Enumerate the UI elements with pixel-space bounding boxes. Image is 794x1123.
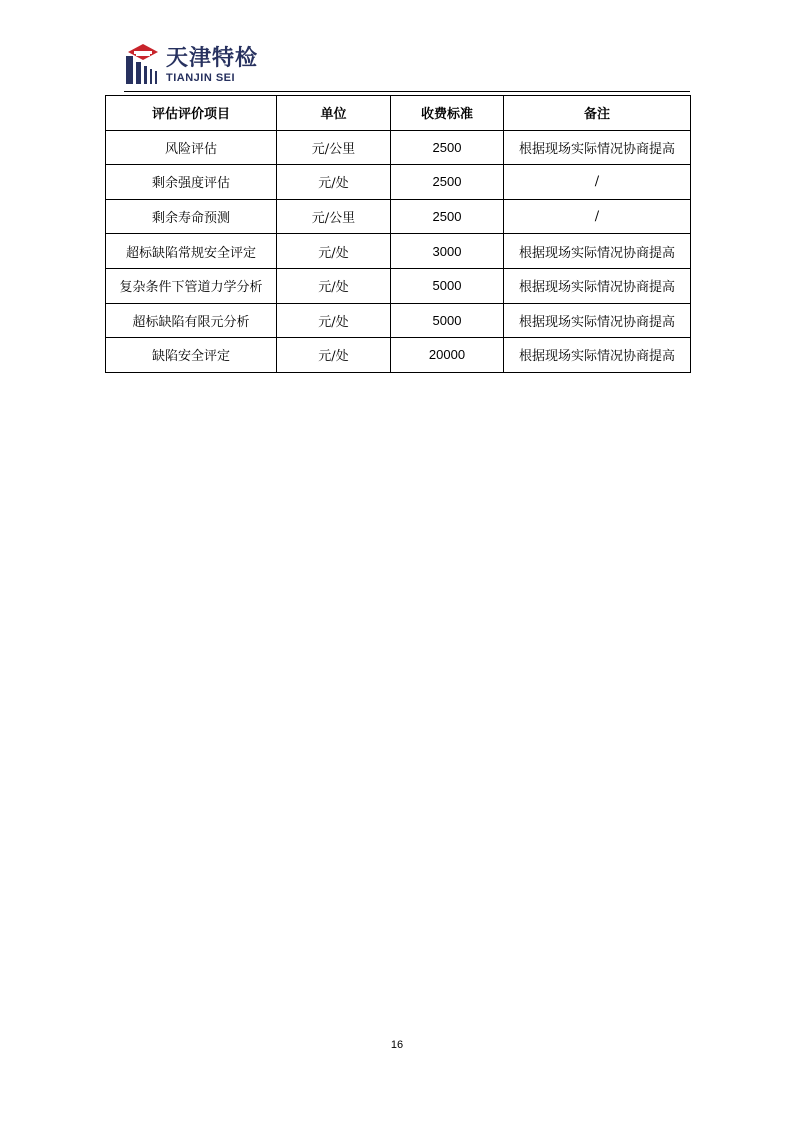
cell-item: 剩余寿命预测 xyxy=(106,199,277,234)
cell-unit: 元/公里 xyxy=(277,199,391,234)
column-header-unit: 单位 xyxy=(277,96,391,131)
cell-unit: 元/处 xyxy=(277,165,391,200)
table-header-row xyxy=(106,96,691,131)
cell-fee: 5000 xyxy=(391,268,504,303)
column-header-item: 评估评价项目 xyxy=(106,96,277,131)
logo-english-name: TIANJIN SEI xyxy=(166,72,236,84)
cell-note: 根据现场实际情况协商提高 xyxy=(504,338,691,373)
page-header xyxy=(124,42,690,94)
cell-unit: 元/处 xyxy=(277,338,391,373)
header-divider xyxy=(124,91,690,92)
table-row xyxy=(106,234,691,269)
cell-note: 根据现场实际情况协商提高 xyxy=(504,130,691,165)
cell-unit: 元/处 xyxy=(277,303,391,338)
table-row xyxy=(106,338,691,373)
column-header-note: 备注 xyxy=(504,96,691,131)
cell-item: 复杂条件下管道力学分析 xyxy=(106,268,277,303)
table-row xyxy=(106,130,691,165)
logo-chinese-name: 天津特检 xyxy=(166,46,259,71)
cell-fee: 2500 xyxy=(391,199,504,234)
tianjin-sei-logo-icon xyxy=(124,42,162,86)
cell-unit: 元/公里 xyxy=(277,130,391,165)
table-row xyxy=(106,268,691,303)
cell-fee: 20000 xyxy=(391,338,504,373)
cell-fee: 3000 xyxy=(391,234,504,269)
fee-table xyxy=(105,95,691,373)
page-number: 16 xyxy=(390,1039,404,1051)
cell-fee: 2500 xyxy=(391,165,504,200)
column-header-fee: 收费标准 xyxy=(391,96,504,131)
cell-fee: 5000 xyxy=(391,303,504,338)
cell-note: / xyxy=(504,199,691,234)
cell-item: 缺陷安全评定 xyxy=(106,338,277,373)
cell-item: 风险评估 xyxy=(106,130,277,165)
cell-item: 超标缺陷常规安全评定 xyxy=(106,234,277,269)
table-row xyxy=(106,165,691,200)
cell-item: 剩余强度评估 xyxy=(106,165,277,200)
cell-note: 根据现场实际情况协商提高 xyxy=(504,234,691,269)
cell-item: 超标缺陷有限元分析 xyxy=(106,303,277,338)
cell-fee: 2500 xyxy=(391,130,504,165)
cell-note: 根据现场实际情况协商提高 xyxy=(504,303,691,338)
cell-note: / xyxy=(504,165,691,200)
cell-note: 根据现场实际情况协商提高 xyxy=(504,268,691,303)
table-row xyxy=(106,199,691,234)
cell-unit: 元/处 xyxy=(277,234,391,269)
cell-unit: 元/处 xyxy=(277,268,391,303)
table-row xyxy=(106,303,691,338)
